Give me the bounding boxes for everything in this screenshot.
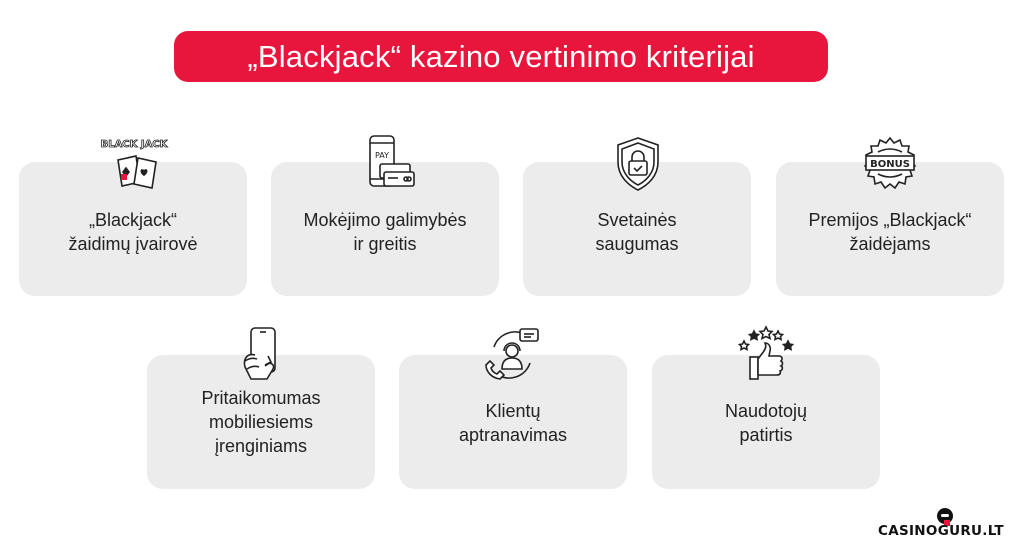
- card-label: Mokėjimo galimybės ir greitis: [303, 210, 467, 254]
- hand-phone-icon: [231, 325, 291, 385]
- svg-text:BONUS: BONUS: [870, 159, 910, 170]
- blackjack-cards-icon: [100, 134, 168, 194]
- card-label: Klientų aptranavimas: [458, 401, 568, 445]
- card-label: „Blackjack“ žaidimų įvairovė: [68, 210, 198, 254]
- svg-text:BLACK JACK: BLACK JACK: [100, 139, 168, 150]
- shield-lock-icon: [608, 134, 668, 194]
- phone-pay-icon: [358, 134, 418, 194]
- card-label: Svetainės saugumas: [595, 210, 679, 254]
- casino-guru-logo: [878, 503, 1018, 539]
- bonus-badge-icon: [860, 134, 920, 194]
- card-label: Premijos „Blackjack“ žaidėjams: [808, 210, 972, 254]
- logo-text: CASINOGURU.LT: [878, 523, 1004, 539]
- card-label: Pritaikomumas mobiliesiems įrenginiams: [201, 388, 321, 456]
- page-title: „Blackjack“ kazino vertinimo kriterijai: [174, 31, 828, 82]
- support-agent-icon: [482, 325, 542, 385]
- svg-text:PAY: PAY: [374, 151, 390, 160]
- thumbs-up-stars-icon: [736, 325, 796, 385]
- card-label: Naudotojų patirtis: [724, 401, 808, 445]
